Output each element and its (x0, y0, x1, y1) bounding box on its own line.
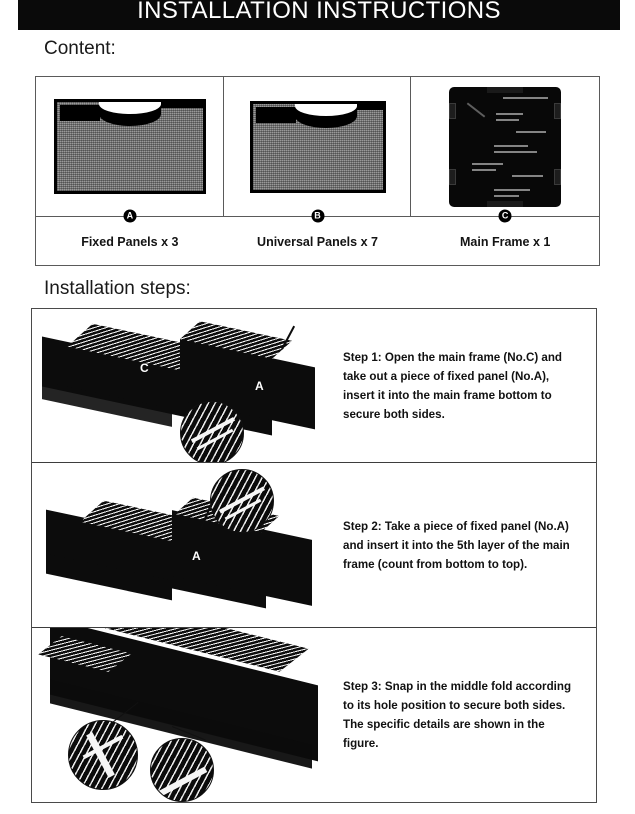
step-2-illustration (32, 463, 337, 627)
frame-slat (496, 119, 518, 121)
step-3-detail-callout-right (150, 738, 214, 802)
frame-shape-c (449, 87, 561, 207)
step-2-text-block (337, 517, 596, 574)
badge-a: A (123, 210, 136, 223)
frame-slat (496, 113, 523, 115)
step-3-illustration (32, 628, 337, 802)
frame-slat (503, 97, 548, 99)
step-1-figure (32, 309, 337, 462)
step-2-figure (32, 463, 337, 627)
step-2-detail-callout (210, 469, 274, 533)
frame-slat (472, 169, 497, 171)
callout-cut (157, 767, 207, 798)
panel-notch (256, 107, 296, 123)
steps-section-heading: Installation steps: (44, 278, 191, 299)
page-title: INSTALLATION INSTRUCTIONS (137, 0, 501, 24)
frame-slat (472, 163, 503, 165)
frame-slat (494, 195, 519, 197)
step-3-text: Step 3: Snap in the middle fold according to its hole position to secure both sides. The specific details are shown in the figure. (343, 680, 572, 750)
panel-shape-a (54, 99, 206, 194)
frame-tab-right-lower (554, 169, 561, 185)
content-cell-universal-panels (224, 77, 412, 265)
callout-cut (225, 499, 262, 520)
figure-label-a: A (255, 379, 264, 393)
content-label-main-frame: Main Frame x 1 (460, 235, 551, 249)
insertion-arrow (281, 326, 295, 350)
panel-notch (60, 105, 100, 121)
fixed-panel-illustration (36, 77, 224, 216)
frame-slat (494, 189, 530, 191)
frame-slat (494, 145, 528, 147)
step-3-text-block (337, 677, 596, 753)
main-frame-illustration (411, 77, 599, 216)
installation-steps-table (31, 308, 597, 803)
content-table-row (36, 77, 599, 265)
step-1-text: Step 1: Open the main frame (No.C) and take out a piece of fixed panel (No.A), insert it into the main frame bottom to secure both sides. (343, 350, 563, 421)
step-row-3 (32, 628, 596, 802)
frame-nub-bottom (487, 201, 523, 207)
badge-c: C (499, 210, 512, 223)
content-section-heading: Content: (44, 38, 116, 59)
content-cell-fixed-panels (36, 77, 224, 265)
content-label-universal-panels: Universal Panels x 7 (257, 235, 378, 249)
universal-panel-illustration (224, 77, 412, 216)
frame-slat (516, 131, 545, 133)
frame-diagonal-highlight (467, 102, 486, 117)
title-banner (18, 0, 620, 30)
frame-nub-top (487, 87, 523, 93)
frame-tab-right-upper (554, 103, 561, 119)
step-2-text: Step 2: Take a piece of fixed panel (No.A) and insert it into the 5th layer of the main frame (count from bottom to top). (343, 519, 570, 571)
badge-b: B (311, 210, 324, 223)
step-1-illustration (32, 309, 337, 462)
content-cell-main-frame (411, 77, 599, 265)
frame-tab-left-lower (449, 169, 456, 185)
frame-tab-left-upper (449, 103, 456, 119)
figure-label-a: A (192, 549, 201, 563)
content-table (35, 76, 600, 266)
panel-curve-cutout (295, 101, 357, 116)
panel-body (250, 101, 386, 193)
frame-slat (512, 175, 543, 177)
step-3-figure (32, 628, 337, 802)
step-1-detail-callout (180, 401, 244, 462)
panel-top-edge (353, 104, 383, 110)
step-row-1 (32, 309, 596, 463)
content-label-fixed-panels: Fixed Panels x 3 (81, 235, 179, 249)
panel-top-edge (157, 102, 203, 108)
panel-shape-b (250, 101, 386, 193)
step-row-2 (32, 463, 596, 628)
step-1-text-block (337, 348, 596, 424)
panel-body (54, 99, 206, 194)
frame-slat (494, 151, 537, 153)
figure-label-c: C (140, 361, 149, 375)
step-3-detail-callout-left (68, 720, 138, 790)
